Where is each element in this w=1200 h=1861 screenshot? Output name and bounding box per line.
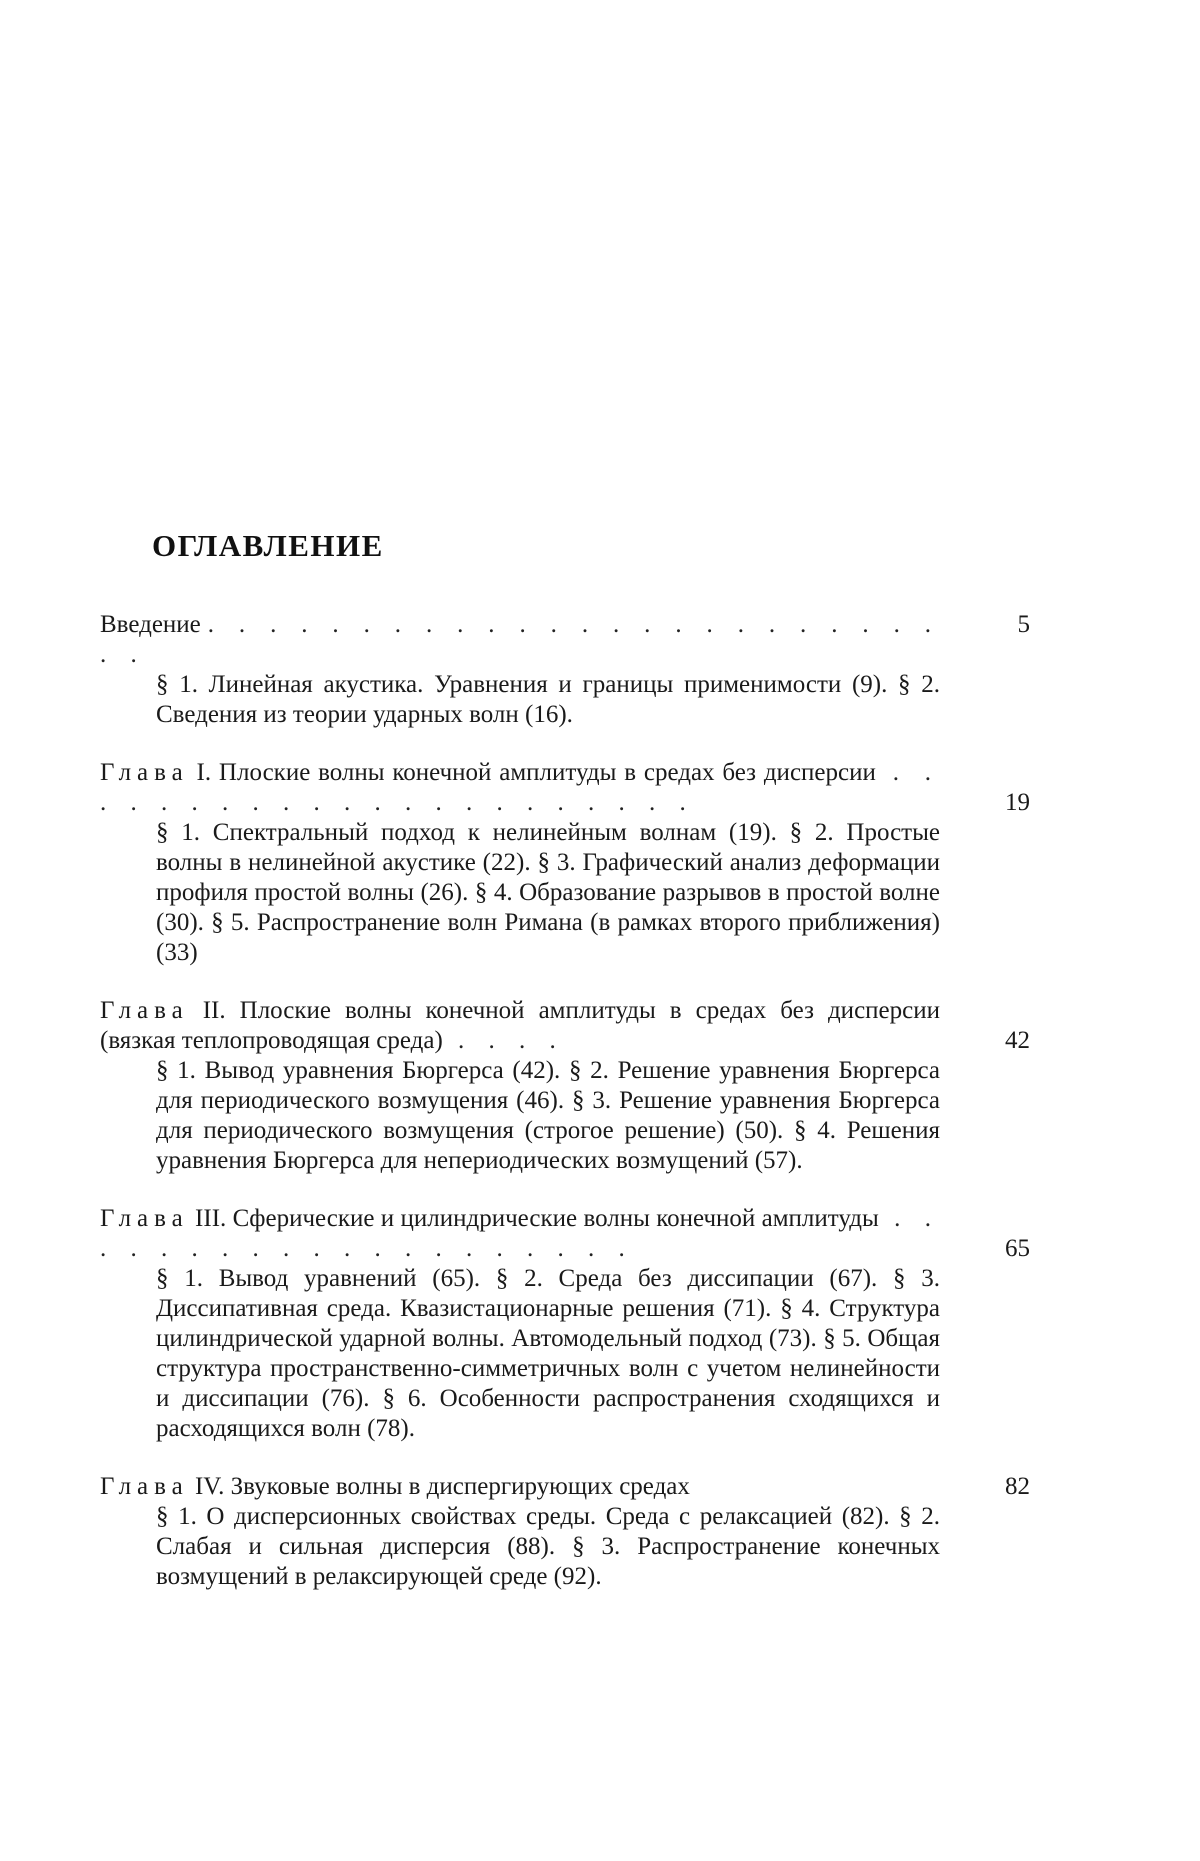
chapter-label: Глава — [100, 759, 189, 786]
toc-entry-chapter-2 — [100, 996, 1030, 1176]
chapter-label: Глава — [100, 1473, 189, 1500]
toc-entry-heading — [100, 758, 940, 818]
section-list: § 1. Линейная акустика. Уравнения и границы применимости (9). § 2. Сведения из теории ударных волн (16). — [156, 671, 940, 728]
chapter-title: I. Плоские волны конечной амплитуды в средах без дисперсии — [188, 759, 876, 786]
section-list: § 1. Вывод уравнения Бюргерса (42). § 2. Решение уравнения Бюргерса для периодического возмущения (46). § 3. Решение уравнения Бюргерса для периодического возмущения (строгое решение) (50). § 4. Решения уравнения Бюргерса для непериодических возмущений (57). — [156, 1057, 940, 1174]
leader-dots: . . . . . . . . . . . . . . . . . . . . . . . . . . — [100, 611, 941, 668]
toc-entry-chapter-1 — [100, 758, 1030, 968]
chapter-title: III. Сферические и цилиндрические волны конечной амплитуды — [188, 1205, 879, 1232]
leader-dots: . . . . . . . . . . . . . . . . . . . . . . — [100, 759, 941, 816]
page-number: 82 — [1005, 1473, 1030, 1500]
toc-entry-heading — [100, 1204, 940, 1264]
chapter-title: Введение — [100, 611, 201, 638]
toc-title: ОГЛАВЛЕНИЕ — [152, 528, 384, 563]
chapter-label: Глава — [100, 997, 189, 1024]
chapter-label: Глава — [100, 1205, 189, 1232]
page-number: 19 — [1005, 789, 1030, 816]
toc-entry-heading — [100, 996, 940, 1056]
table-of-contents — [100, 610, 1030, 1620]
toc-entry-introduction — [100, 610, 1030, 730]
leader-dots: . . . . — [442, 1027, 565, 1054]
chapter-title: IV. Звуковые волны в диспергирующих средах — [188, 1473, 690, 1500]
toc-entry-chapter-4 — [100, 1472, 1030, 1592]
chapter-title: II. Плоские волны конечной амплитуды в средах без дисперсии (вязкая теплопроводящая среда) — [100, 997, 940, 1054]
page-number: 5 — [1017, 611, 1030, 638]
toc-entry-chapter-3 — [100, 1204, 1030, 1444]
page-number: 65 — [1005, 1235, 1030, 1262]
toc-entry-heading — [100, 610, 940, 670]
section-list: § 1. О дисперсионных свойствах среды. Среда с релаксацией (82). § 2. Слабая и сильная дисперсия (88). § 3. Распространение конечных возмущений в релаксирующей среде (92). — [156, 1503, 940, 1590]
toc-entry-heading — [100, 1472, 940, 1502]
section-list: § 1. Спектральный подход к нелинейным волнам (19). § 2. Простые волны в нелинейной акустике (22). § 3. Графический анализ деформации профиля простой волны (26). § 4. Образование разрывов в простой волне (30). § 5. Распространение волн Римана (в рамках второго приближения) (33) — [156, 819, 940, 966]
leader-dots: . . . . . . . . . . . . . . . . . . . . — [100, 1205, 941, 1262]
section-list: § 1. Вывод уравнений (65). § 2. Среда без диссипации (67). § 3. Диссипативная среда. Квазистационарные решения (71). § 4. Структура цилиндрической ударной волны. Автомодельный подход (73). § 5. Общая структура пространственно-симметричных волн с учетом нелинейности и диссипации (76). § 6. Особенности распространения сходящихся и расходящихся волн (78). — [156, 1265, 940, 1442]
page-number: 42 — [1005, 1027, 1030, 1054]
